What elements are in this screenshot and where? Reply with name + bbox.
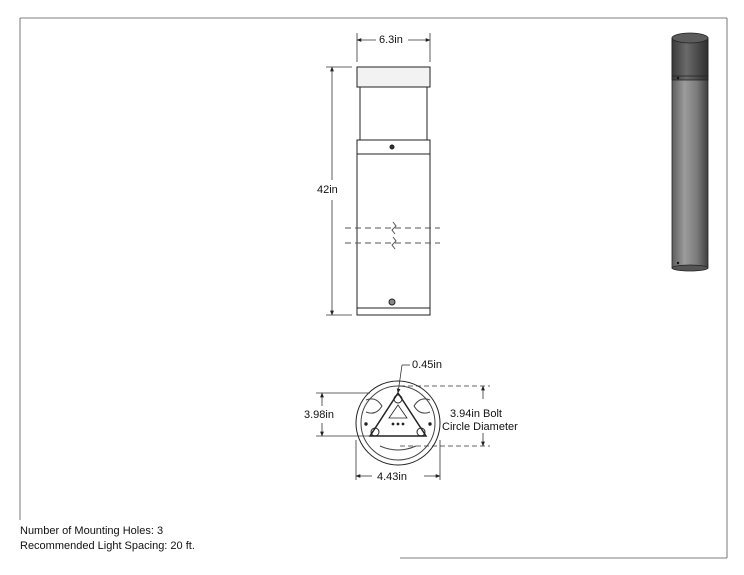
width-label: 6.3in: [379, 34, 403, 46]
bolt-circle-label-line2: Circle Diameter: [442, 421, 518, 433]
hole-diameter-label: 0.45in: [412, 359, 442, 371]
height-label: 42in: [317, 184, 338, 196]
mounting-holes-note: Number of Mounting Holes: 3: [20, 525, 164, 537]
bollard-3d-render: [672, 33, 708, 271]
light-spacing-note: Recommended Light Spacing: 20 ft.: [20, 540, 195, 552]
base-depth-label: 3.98in: [304, 409, 334, 421]
base-plan-view: [356, 381, 440, 465]
bolt-circle-label-line1: 3.94in Bolt: [450, 408, 502, 420]
base-width-label: 4.43in: [377, 471, 407, 483]
bollard-elevation: [345, 67, 440, 315]
